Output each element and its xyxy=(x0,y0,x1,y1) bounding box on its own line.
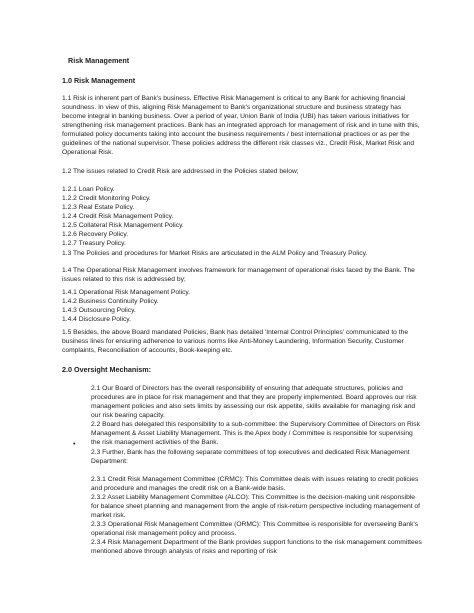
paragraph-1-4: 1.4 The Operational Risk Management involves framework for management of operational risks faced by the Bank. The issues related to this risk is addressed by; xyxy=(62,267,415,283)
section-2-heading: 2.0 Oversight Mechanism: xyxy=(62,365,152,374)
operational-policy-item: 1.4.4 Disclosure Policy. xyxy=(62,316,132,323)
credit-policy-item: 1.2.6 Recovery Policy. xyxy=(62,231,129,238)
operational-policy-item: 1.4.2 Business Continuity Policy. xyxy=(62,298,159,305)
credit-policy-item: 1.2.7 Treasury Policy. xyxy=(62,240,126,247)
operational-policy-item: 1.4.1 Operational Risk Management Policy. xyxy=(62,289,191,296)
paragraph-1-1: 1.1 Risk is inherent part of Bank's business. Effective Risk Management is critical to any Bank for achieving financial soundness. In view of this, aligning Risk Management to Bank's organizational structure and business strategy has become integral in banking business. Over a period of year, Union Bank of India (UBI) has taken various initiatives for strengthening risk management practices. Bank has an integrated approach for management of risk and in tune with this, formulated policy documents taking into account the business requirements / best international practices or as per the guidelines of the national supervisor. These policies address the different risk classes viz., Credit Risk, Market Risk and Operational Risk. xyxy=(62,95,420,156)
credit-policy-item: 1.2.5 Collateral Risk Management Policy. xyxy=(62,222,184,229)
paragraph-2-3-4: 2.3.4 Risk Management Department of the Bank provides support functions to the risk management committees mentioned above through analysis of risks and reporting of risk xyxy=(91,539,422,555)
paragraph-2-3-1: 2.3.1 Credit Risk Management Committee (CRMC): This Committee deals with issues relating to credit policies and procedure and manages the credit risk on a Bank-wide basis. xyxy=(91,476,419,492)
paragraph-1-5: 1.5 Besides, the above Board mandated Policies, Bank has detailed 'Internal Control Principles' communicated to the business lines for ensuring adherence to various norms like Anti-Money Laundering, Information Security, Customer complaints, Reconciliation of accounts, Book-keeping etc. xyxy=(62,329,409,354)
credit-policy-item: 1.2.4 Credit Risk Management Policy. xyxy=(62,213,174,220)
paragraph-2-2: 2.2 Board has delegated this responsibility to a sub-committee: the Supervisory Committee of Directors on Risk Management & Asset Liability Management. This is the Apex body / Committee is responsible for supervising the risk management activities of the Bank. xyxy=(91,421,420,446)
credit-policy-list xyxy=(62,185,184,248)
credit-policy-item: 1.2.3 Real Estate Policy. xyxy=(62,204,135,211)
paragraph-2-1: 2.1 Our Board of Directors has the overall responsibility of ensuring that adequate structures, policies and procedures are in place for risk management and that they are properly implemented. Board approves our risk management policies and also sets limits by assessing our risk appetite, skills available for managing risk and our risk bearing capacity. xyxy=(91,385,417,419)
credit-policy-item: 1.2.2 Credit Monitoring Policy. xyxy=(62,195,151,202)
credit-policy-item: 1.2.1 Loan Policy. xyxy=(62,186,115,193)
paragraph-1-2: 1.2 The issues related to Credit Risk are addressed in the Policies stated below; xyxy=(62,168,299,175)
paragraph-1-3: 1.3 The Policies and procedures for Market Risks are articulated in the ALM Policy and Treasury Policy. xyxy=(62,250,368,257)
bullet-dot: • xyxy=(73,441,76,448)
paragraph-2-3: 2.3 Further, Bank has the following separate committees of top executives and dedicated Risk Management Department: xyxy=(91,449,410,465)
paragraph-2-3-2: 2.3.2 Asset Liability Management Committee (ALCO): This Committee is the decision-making unit responsible for balance sheet planning and management from the angle of risk-return perspective including management of market risk. xyxy=(91,494,420,519)
operational-policy-list xyxy=(62,288,190,324)
section-1-heading: 1.0 Risk Management xyxy=(62,76,136,85)
operational-policy-item: 1.4.3 Outsourcing Policy. xyxy=(62,307,136,314)
paragraph-2-3-3: 2.3.3 Operational Risk Management Committee (ORMC): This Committee is responsible for overseeing Bank's operational risk management policy and process. xyxy=(91,521,419,537)
document-title: Risk Management xyxy=(68,56,130,65)
